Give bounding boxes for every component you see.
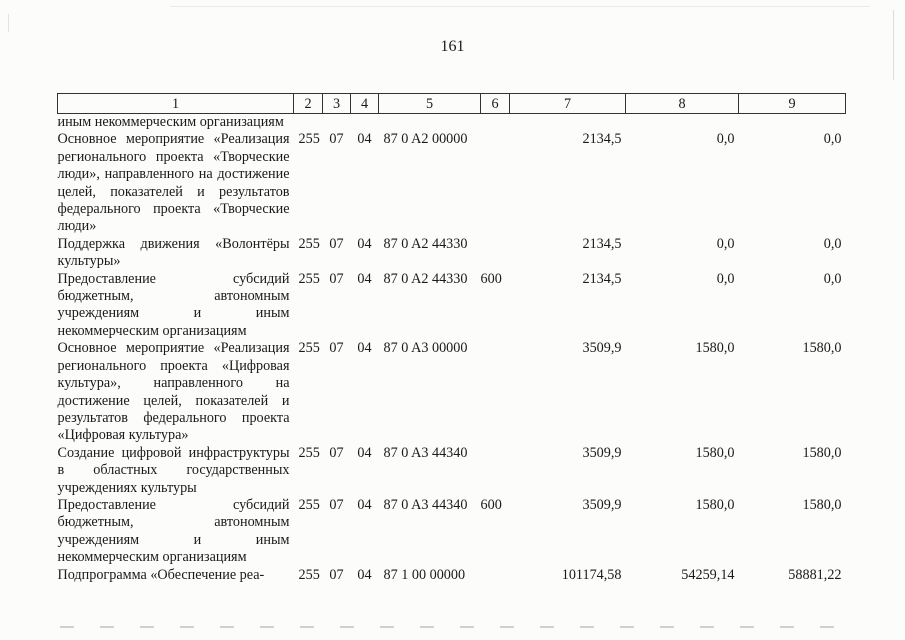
row-rz: 07 [329, 566, 344, 583]
row-sum-3: 0,0 [823, 270, 842, 287]
row-pr [351, 114, 379, 132]
column-header: 3 [323, 94, 351, 114]
row-sum-2: 0,0 [716, 131, 735, 148]
row-name: Предоставление субсидий бюджетным, автономным учреждениям и иным некоммерческим организациям [57, 270, 290, 339]
row-pr: 04 [357, 270, 372, 287]
column-header: 5 [379, 94, 481, 114]
row-csr: 87 0 A2 44330 [383, 235, 468, 252]
page-number: 161 [440, 38, 465, 55]
row-sum-2: 0,0 [716, 270, 735, 287]
row-rz [323, 114, 351, 132]
row-gr: 255 [298, 340, 320, 357]
table-header-row [58, 94, 846, 114]
column-header: 2 [294, 94, 323, 114]
scan-edge-left [8, 14, 9, 32]
row-sum-1: 2134,5 [582, 270, 622, 287]
row-csr: 87 0 A2 00000 [383, 131, 468, 148]
row-pr: 04 [357, 566, 372, 583]
row-sum-1: 3509,9 [582, 496, 622, 513]
row-pr: 04 [357, 496, 372, 513]
table-row [58, 236, 846, 271]
column-header: 6 [481, 94, 510, 114]
row-sum-3: 1580,0 [802, 444, 842, 461]
row-gr: 255 [298, 131, 320, 148]
row-sum-3: 1580,0 [802, 340, 842, 357]
row-csr: 87 1 00 00000 [383, 566, 466, 583]
table-row [58, 497, 846, 567]
row-rz: 07 [329, 444, 344, 461]
row-sum-1 [510, 114, 626, 132]
row-sum-1: 101174,58 [561, 566, 622, 583]
row-csr: 87 0 A2 44330 [383, 270, 468, 287]
row-vr [481, 340, 510, 444]
row-sum-3: 0,0 [823, 131, 842, 148]
row-sum-3: 1580,0 [802, 496, 842, 513]
column-header: 4 [351, 94, 379, 114]
table-row [58, 340, 846, 444]
row-name: Подпрограмма «Обеспечение реа- [57, 566, 265, 583]
row-gr: 255 [298, 235, 320, 252]
row-vr [481, 236, 510, 271]
row-sum-1: 2134,5 [582, 235, 622, 252]
row-pr: 04 [357, 444, 372, 461]
row-sum-1: 2134,5 [582, 131, 622, 148]
row-sum-1: 3509,9 [582, 340, 622, 357]
row-vr [481, 114, 510, 132]
budget-table [57, 93, 846, 584]
scan-edge-top [170, 6, 870, 7]
row-sum-1: 3509,9 [582, 444, 622, 461]
row-sum-2: 54259,14 [681, 566, 735, 583]
row-name: иным некоммерческим организациям [57, 114, 284, 130]
row-vr: 600 [480, 496, 502, 513]
scan-bottom-edge [60, 626, 840, 628]
row-name: Предоставление субсидий бюджетным, автономным учреждениям и иным некоммерческим организациям [57, 496, 290, 566]
column-header: 8 [626, 94, 739, 114]
row-gr [294, 114, 323, 132]
row-rz: 07 [329, 496, 344, 513]
row-sum-2: 1580,0 [695, 444, 735, 461]
row-vr [481, 567, 510, 584]
table-row [58, 271, 846, 341]
row-name: Поддержка движения «Волонтёры культуры» [57, 235, 290, 270]
column-header: 9 [739, 94, 846, 114]
table-row [58, 445, 846, 497]
row-csr: 87 0 A3 44340 [383, 496, 468, 513]
row-vr: 600 [480, 270, 502, 287]
row-gr: 255 [298, 566, 320, 583]
table-row [58, 567, 846, 584]
row-name: Основное мероприятие «Реализация регионального проекта «Творческие люди», направленного на достижение целей, показателей и результатов федерального проекта «Творческие люди» [57, 131, 290, 235]
column-header: 1 [58, 94, 294, 114]
row-sum-2 [626, 114, 739, 132]
row-rz: 07 [329, 131, 344, 148]
row-rz: 07 [329, 270, 344, 287]
row-gr: 255 [298, 270, 320, 287]
row-gr: 255 [298, 496, 320, 513]
row-rz: 07 [329, 235, 344, 252]
table-row [58, 131, 846, 235]
row-rz: 07 [329, 340, 344, 357]
row-sum-3 [739, 114, 846, 132]
row-csr: 87 0 A3 44340 [383, 444, 468, 461]
row-pr: 04 [357, 340, 372, 357]
row-sum-2: 1580,0 [695, 340, 735, 357]
row-name: Создание цифровой инфраструктуры в областных государственных учреждениях культуры [57, 444, 290, 496]
row-sum-3: 0,0 [823, 235, 842, 252]
row-vr [481, 445, 510, 497]
row-vr [481, 131, 510, 235]
row-pr: 04 [357, 131, 372, 148]
row-csr: 87 0 A3 00000 [383, 340, 468, 357]
table-row [58, 114, 846, 132]
row-csr [379, 114, 481, 132]
row-pr: 04 [357, 235, 372, 252]
row-sum-2: 0,0 [716, 235, 735, 252]
column-header: 7 [510, 94, 626, 114]
row-name: Основное мероприятие «Реализация регионального проекта «Цифровая культура», направленного на достижение целей, показателей и результатов федерального проекта «Цифровая культура» [57, 340, 290, 444]
row-sum-2: 1580,0 [695, 496, 735, 513]
row-gr: 255 [298, 444, 320, 461]
row-sum-3: 58881,22 [788, 566, 842, 583]
